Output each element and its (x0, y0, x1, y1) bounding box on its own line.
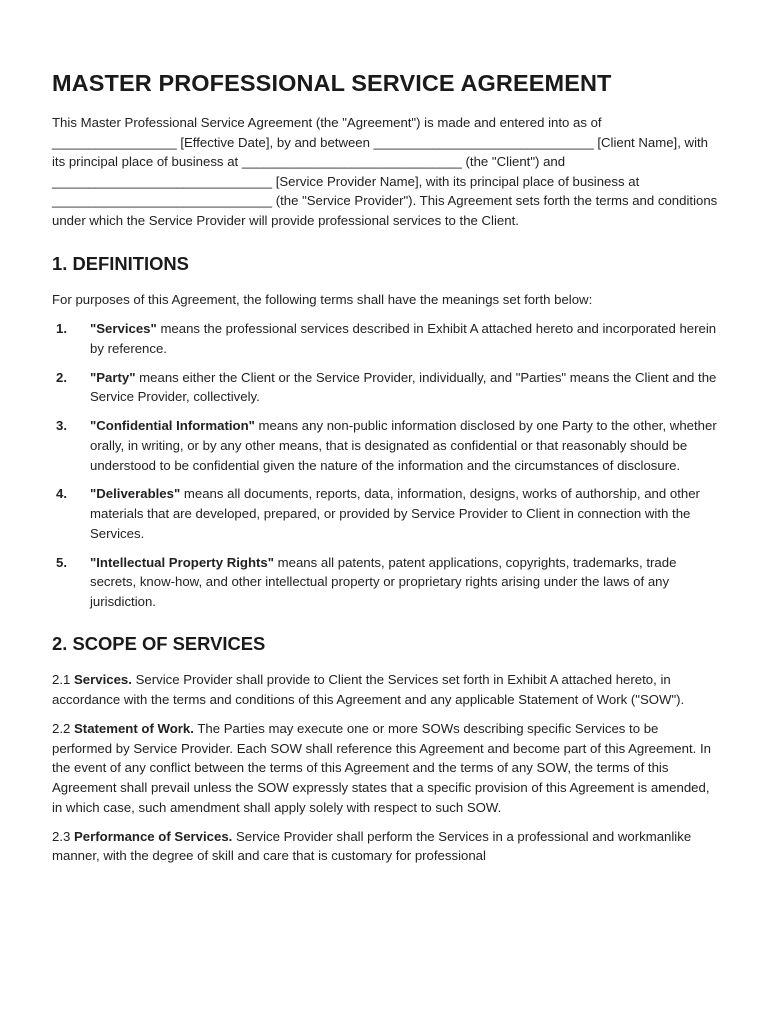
definition-term: "Deliverables" (90, 486, 181, 502)
item-number: 2. (56, 369, 67, 385)
definition-term: "Party" (90, 369, 136, 385)
definition-item (52, 416, 720, 475)
definitions-lead: For purposes of this Agreement, the following terms shall have the meanings set forth below: (52, 291, 593, 307)
definition-item (52, 484, 720, 543)
definition-text: means all documents, reports, data, information, designs, works of authorship, and other materials that are developed, prepared, or provided by Service Provider to Client in connection with the Services. (90, 486, 700, 541)
document-page (52, 70, 720, 876)
definition-text: means all patents, patent applications, copyrights, trademarks, trade secrets, know-how, and other intellectual property or proprietary rights arising under the laws of any jurisdiction. (90, 554, 677, 609)
item-number: 4. (56, 486, 67, 502)
clause-text: The Parties may execute one or more SOWs describing specific Services to be performed by Service Provider. Each SOW shall reference this Agreement and become part of this Agreement. In the event of any conflict between the terms of this Agreement and the terms of any SOW, the terms of this Agreement shall prevail unless the SOW expressly states that a specific provision of this Agreement is amended, in which case, such amendment shall apply solely with respect to such SOW. (52, 721, 711, 815)
definition-text: means any non-public information disclosed by one Party to the other, whether orally, in writing, or by any other means, that is designated as confidential or that reasonably should be understood to be confidential given the nature of the information and the circumstances of disclosure. (90, 418, 717, 473)
clause-text: Service Provider shall perform the Services in a professional and workmanlike manner, with the degree of skill and care that is customary for professional (52, 828, 692, 864)
clause-heading: Performance of Services. (74, 828, 233, 844)
clause-number: 2.3 (52, 828, 74, 844)
definition-term: "Services" (90, 321, 157, 337)
definition-text: means the professional services described in Exhibit A attached hereto and incorporated herein by reference. (90, 321, 717, 356)
definition-item (52, 368, 720, 407)
clause-number: 2.1 (52, 672, 74, 688)
clause-text: Service Provider shall provide to Client the Services set forth in Exhibit A attached hereto, in accordance with the terms and conditions of this Agreement and any applicable Statement of Work ("SOW"). (52, 672, 685, 708)
clause-paragraph (52, 719, 720, 817)
document-title: MASTER PROFESSIONAL SERVICE AGREEMENT (52, 70, 612, 96)
clause-paragraph (52, 670, 720, 709)
definition-text: means either the Client or the Service Provider, individually, and "Parties" means the Client and the Service Provider, collectively. (90, 369, 717, 405)
definition-item (52, 553, 720, 612)
section-heading-definitions: 1. DEFINITIONS (52, 252, 189, 274)
section-heading-scope: 2. SCOPE OF SERVICES (52, 633, 266, 655)
item-number: 1. (56, 321, 67, 337)
definitions-list (52, 319, 720, 611)
definition-term: "Confidential Information" (90, 418, 255, 434)
clause-heading: Statement of Work. (74, 721, 194, 737)
clause-paragraph (52, 827, 720, 866)
clause-heading: Services. (74, 672, 132, 688)
definition-term: "Intellectual Property Rights" (90, 554, 274, 570)
item-number: 5. (56, 554, 67, 570)
intro-paragraph: This Master Professional Service Agreement (the "Agreement") is made and entered into as of _________________ [Effective Date], by and between ______________________________ [Client Name], with its principal place of business at ______________________________ (the "Client") and ______________________________ [Service Provider Name], with its principal place of business at ______________________________ (the "Service Provider"). This Agreement sets forth the terms and conditions under which the Service Provider will provide professional services to the Client. (52, 115, 718, 228)
definition-item (52, 319, 720, 358)
item-number: 3. (56, 418, 67, 434)
clause-number: 2.2 (52, 721, 74, 737)
